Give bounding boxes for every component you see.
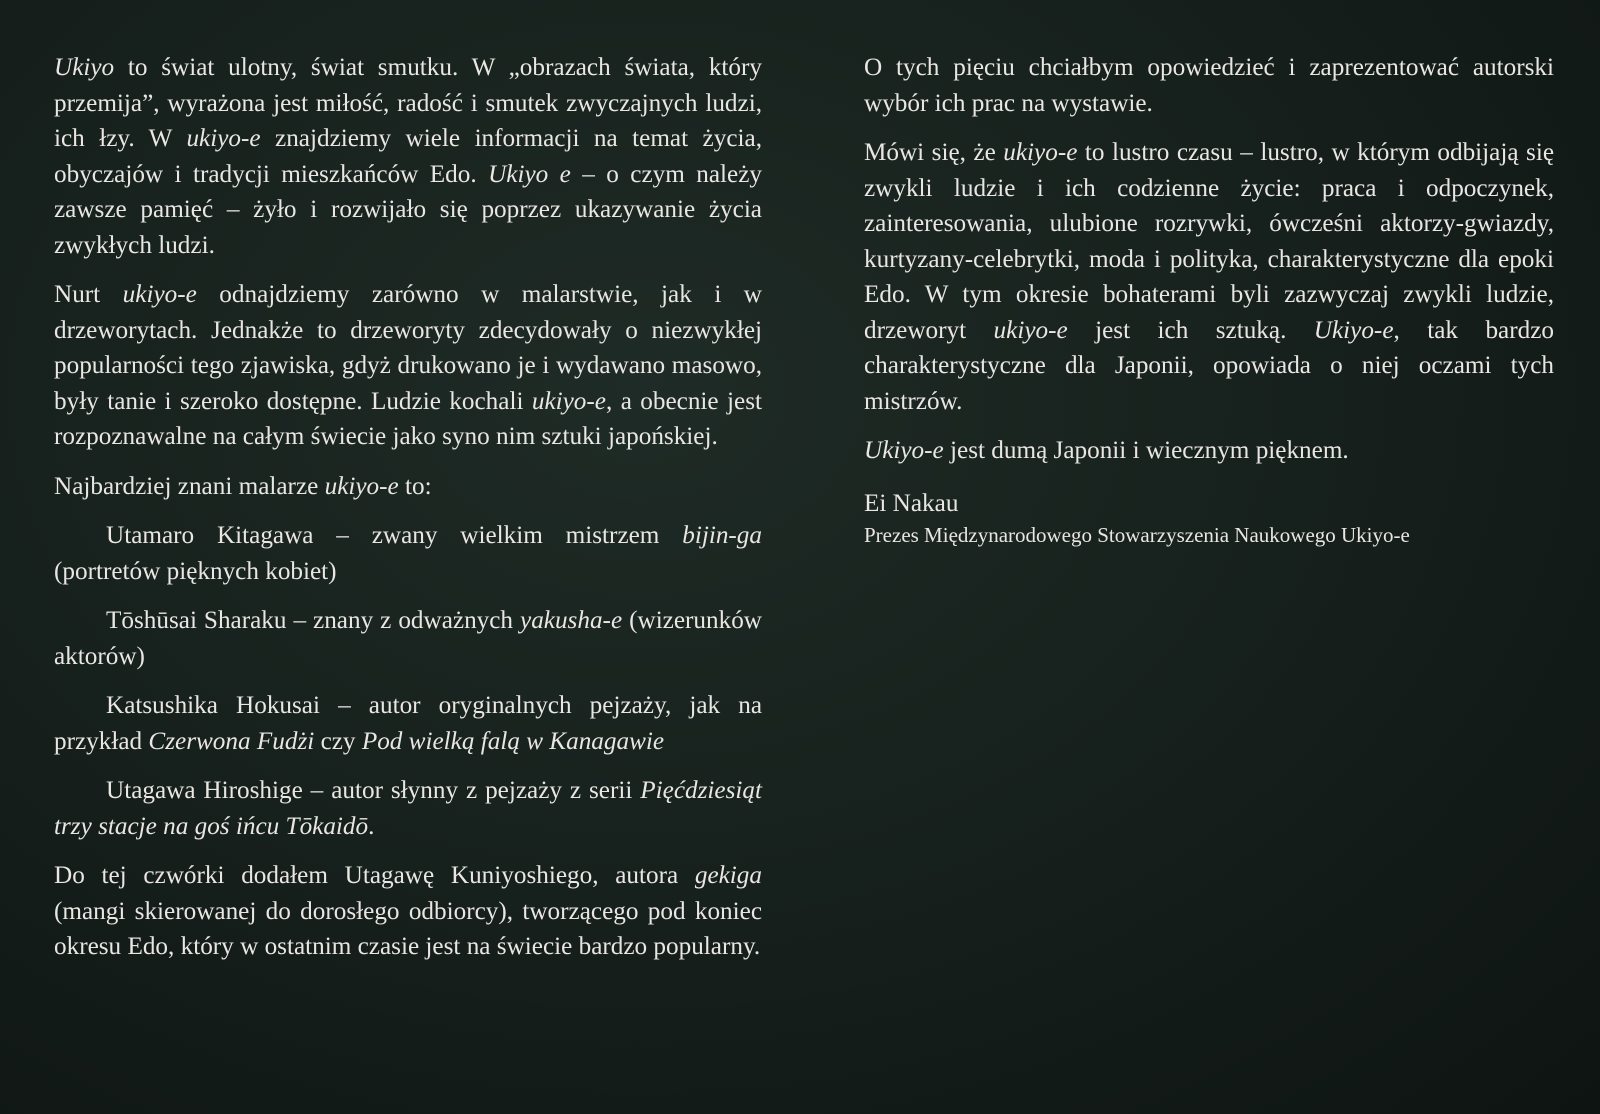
text-run: odnajdziemy zarówno w malarstwie, jak i w drzeworytach. Jednakże to drzeworyty zdecydowały o niezwykłej popularności tego zjawiska, gdyż drukowano je i wydawano masowo, były tanie i szeroko dostępne. Ludzie kochali: [54, 281, 763, 415]
five-masters-paragraph: [864, 50, 1554, 121]
text-run: (portretów pięknych kobiet): [54, 557, 337, 585]
text-run: , tak bardzo charakterystyczne dla Japonii, opowiada o niej oczami tych mistrzów.: [864, 316, 1554, 415]
text-run: (wizerunków aktorów): [54, 607, 762, 670]
text-run: znajdziemy wiele informacji na temat życia, obyczajów i tradycji mieszkańców Edo.: [54, 125, 762, 188]
italic-term: ukiyo-e: [531, 387, 606, 415]
text-run: , a obecnie jest rozpoznawalne na całym świecie jako syno nim sztuki japońskiej.: [54, 387, 762, 450]
author-title: Prezes Międzynarodowego Stowarzyszenia Naukowego Ukiyo-e: [864, 522, 1410, 547]
text-run: jest dumą Japonii i wiecznym pięknem.: [943, 437, 1349, 464]
text-run: – o czym należy zawsze pamięć – żyło i rozwijało się poprzez ukazywanie życia zwykłych ludzi.: [54, 160, 762, 259]
text-run: Mówi się, że: [864, 139, 1004, 166]
italic-term: yakusha-e: [520, 607, 623, 634]
text-run: .: [368, 812, 375, 840]
pride-paragraph: [864, 433, 1554, 469]
text-run: O tych pięciu chciałbym opowiedzieć i zaprezentować autorski wybór ich prac na wystawie.: [864, 54, 1554, 117]
movement-paragraph: [54, 277, 762, 455]
author-name: Ei Nakau: [864, 489, 959, 517]
italic-term: Ukiyo-e: [1313, 316, 1394, 344]
italic-term: ukiyo-e: [1003, 139, 1078, 166]
italic-term: gekiga: [694, 862, 762, 889]
italic-term: bijin-ga: [682, 522, 762, 549]
artist-entry-sharaku: [54, 603, 762, 674]
text-run: to lustro czasu – lustro, w którym odbijają się zwykli ludzie i ich codzienne życie: praca i odpoczynek, zainteresowania, ulubione rozrywki, ówcześni aktorzy-gwiazdy, kurtyzany-celebrytki, moda i polityka, charakterystyczne dla epoki Edo. W tym okresie bohaterami byli zazwyczaj zwykli ludzie, drzeworyt: [864, 139, 1555, 344]
left-column: [54, 50, 762, 979]
italic-term: Pod wielką falą w Kanagawie: [361, 727, 665, 755]
text-run: Najbardziej znani malarze: [54, 472, 325, 500]
italic-term: Ukiyo-e: [864, 437, 944, 464]
text-run: Nurt: [54, 281, 123, 308]
artist-entry-utamaro: [54, 518, 762, 589]
text-run: czy: [314, 727, 362, 755]
text-run: Tōshūsai Sharaku – znany z odważnych: [106, 607, 521, 634]
intro-paragraph: [54, 50, 762, 263]
italic-term: Pięćdziesiąt trzy stacje na goś ińcu Tōkaidō: [54, 777, 762, 840]
mirror-of-time-paragraph: [864, 135, 1554, 419]
text-run: to:: [398, 472, 432, 500]
right-column: [864, 50, 1554, 563]
artist-entry-hokusai: [54, 688, 762, 759]
italic-term: Ukiyo: [54, 54, 115, 81]
italic-term: Czerwona Fudżi: [148, 727, 315, 755]
artist-entry-hiroshige: [54, 773, 762, 844]
italic-term: ukiyo-e: [993, 316, 1068, 344]
text-run: Utagawa Hiroshige – autor słynny z pejzaży z serii: [106, 777, 641, 804]
text-run: Do tej czwórki dodałem Utagawę Kuniyoshiego, autora: [54, 862, 695, 889]
text-run: (mangi skierowanej do dorosłego odbiorcy), tworzącego pod koniec okresu Edo, który w ostatnim czasie jest na świecie bardzo popularny.: [54, 897, 762, 960]
italic-term: ukiyo-e: [122, 281, 197, 308]
text-run: Katsushika Hokusai – autor oryginalnych pejzaży, jak na przykład: [54, 692, 762, 755]
text-run: Utamaro Kitagawa – zwany wielkim mistrzem: [106, 522, 683, 549]
italic-term: ukiyo-e: [324, 472, 399, 500]
text-run: jest ich sztuką.: [1067, 316, 1314, 344]
kuniyoshi-paragraph: [54, 858, 762, 965]
text-run: to świat ulotny, świat smutku. W „obrazach świata, który przemija”, wyrażona jest miłość, radość i smutek zwyczajnych ludzi, ich łzy. W: [54, 54, 762, 152]
italic-term: Ukiyo e: [488, 160, 571, 188]
italic-term: ukiyo-e: [186, 125, 261, 152]
artists-intro-paragraph: [54, 469, 762, 505]
